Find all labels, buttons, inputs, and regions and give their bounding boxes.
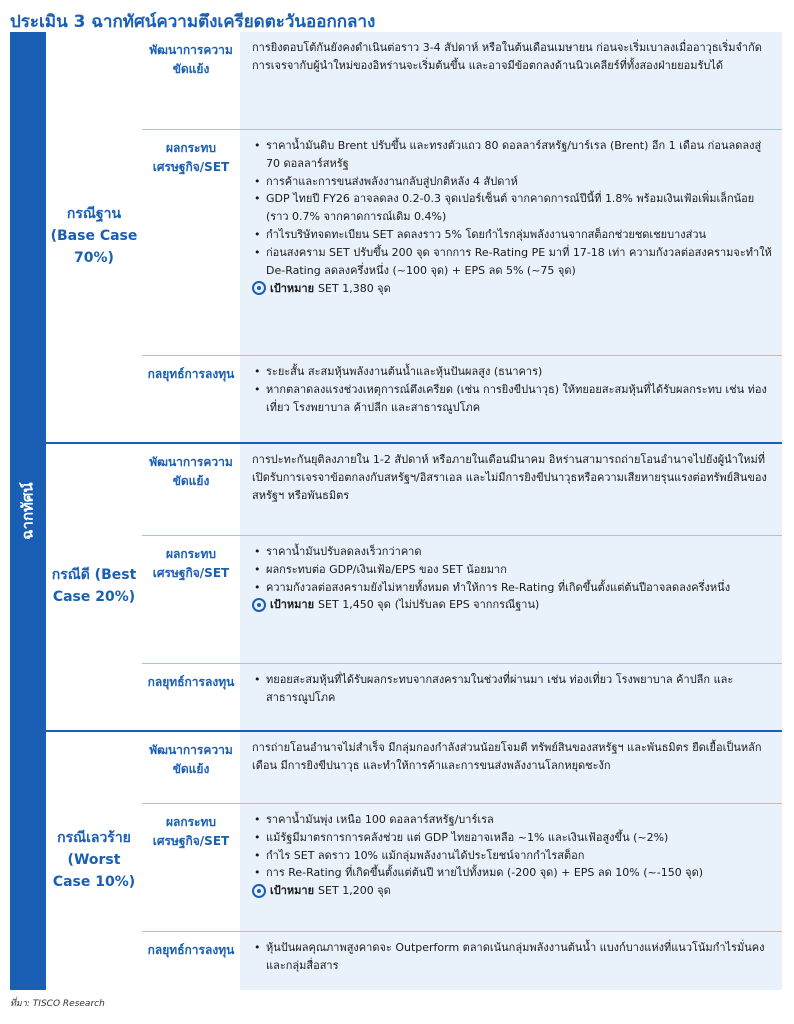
target-icon — [252, 884, 266, 898]
list-item: • ผลกระทบต่อ GDP/เงินเฟ้อ/EPS ของ SET น้อยมาก — [252, 561, 772, 579]
target-value: SET 1,450 จุด — [318, 598, 391, 612]
row-impact — [142, 130, 782, 356]
case-label: กรณีฐาน (Base Case 70%) — [46, 32, 142, 442]
target-label: เป้าหมาย — [270, 884, 315, 898]
side-label: ฉากทัศน์ — [19, 482, 38, 540]
scenario-table — [10, 32, 782, 990]
list-item: • แม้รัฐมีมาตรการการคลังช่วย แต่ GDP ไทยอาจเหลือ ~1% และเงินเฟ้อสูงขึ้น (~2%) — [252, 829, 772, 847]
side-label-bar — [10, 32, 46, 990]
case-worst — [46, 732, 782, 990]
development-text: การปะทะกันยุติลงภายใน 1-2 สัปดาห์ หรือภายในเดือนมีนาคม อิหร่านสามารถถ่ายโอนอำนาจไปยังผู้นำใหม่ที่เปิดรับการเจรจาข้อตกลงกับสหรัฐฯ/อิสราเอล และไม่มีการยิงขีปนาวุธหรือความเสียหายรุนแรงต่อทรัพย์สินของสหรัฐฯ หรือพันธมิตร — [252, 453, 767, 502]
row-development — [142, 32, 782, 130]
target-value: SET 1,380 จุด — [318, 281, 391, 295]
list-item: • กำไร SET ลดราว 10% แม้กลุ่มพลังงานได้ประโยชน์จากกำไรสต็อก — [252, 847, 772, 865]
row-strategy — [142, 932, 782, 990]
row-label-strategy: กลยุทธ์การลงทุน — [142, 664, 240, 730]
list-item: • ระยะสั้น สะสมหุ้นพลังงานต้นน้ำและหุ้นปันผลสูง (ธนาคาร) — [252, 363, 772, 381]
row-impact — [142, 536, 782, 664]
row-label-impact: ผลกระทบเศรษฐกิจ/SET — [142, 536, 240, 663]
target-line — [252, 596, 772, 614]
list-item: • หากตลาดลงแรงช่วงเหตุการณ์ตึงเครียด (เช่น การยิงขีปนาวุธ) ให้ทยอยสะสมหุ้นที่ได้รับผลกระทบ เช่น ท่องเที่ยว โรงพยาบาล ค้าปลีก และสาธารณูปโภค — [252, 381, 772, 417]
target-note: (ไม่ปรับลด EPS จากกรณีฐาน) — [394, 598, 540, 612]
target-label: เป้าหมาย — [270, 598, 315, 612]
list-item: • ทยอยสะสมหุ้นที่ได้รับผลกระทบจากสงครามในช่วงที่ผ่านมา เช่น ท่องเที่ยว โรงพยาบาล ค้าปลีก และสาธารณูปโภค — [252, 671, 772, 707]
list-item: • ราคาน้ำมันดิบ Brent ปรับขึ้น และทรงตัวแถว 80 ดอลลาร์สหรัฐ/บาร์เรล (Brent) อีก 1 เดือน ก่อนลดลงสู่ 70 ดอลลาร์สหรัฐ — [252, 137, 772, 173]
row-label-impact: ผลกระทบเศรษฐกิจ/SET — [142, 130, 240, 355]
list-item: • ก่อนสงคราม SET ปรับขึ้น 200 จุด จากการ Re-Rating PE มาที่ 17-18 เท่า ความกังวลต่อสงครามจะทำให้ De-Rating ลดลงครึ่งหนึ่ง (~100 จุด) + EPS ลด 5% (~75 จุด) — [252, 244, 772, 280]
target-line — [252, 280, 772, 298]
development-text: การยิงตอบโต้กันยังคงดำเนินต่อราว 3-4 สัปดาห์ หรือในต้นเดือนเมษายน ก่อนจะเริ่มเบาลงเมื่ออาวุธเริ่มจำกัด การเจรจากับผู้นำใหม่ของอิหร่านจะเริ่มต้นขึ้น และอาจมีข้อตกลงด้านนิวเคลียร์ที่ทั้งสองฝ่ายยอมรับได้ — [252, 41, 762, 72]
row-label-development: พัฒนาการความขัดแย้ง — [142, 32, 240, 129]
row-label-development: พัฒนาการความขัดแย้ง — [142, 444, 240, 535]
row-development — [142, 444, 782, 536]
case-label: กรณีเลวร้าย (Worst Case 10%) — [46, 732, 142, 990]
row-strategy — [142, 356, 782, 442]
row-label-development: พัฒนาการความขัดแย้ง — [142, 732, 240, 803]
list-item: • การค้าและการขนส่งพลังงานกลับสู่ปกติหลัง 4 สัปดาห์ — [252, 173, 772, 191]
cases-container — [46, 32, 782, 990]
target-icon — [252, 281, 266, 295]
development-text: การถ่ายโอนอำนาจไม่สำเร็จ มีกลุ่มกองกำลังส่วนน้อยโจมตี ทรัพย์สินของสหรัฐฯ และพันธมิตร ยืดเยื้อเป็นหลักเดือน มีการยิงขีปนาวุธ และทำให้การค้าและการขนส่งพลังงานโลกหยุดชะงัก — [252, 741, 762, 772]
list-item: • หุ้นปันผลคุณภาพสูงคาดจะ Outperform ตลาดเน้นกลุ่มพลังงานต้นน้ำ แบงก์บางแห่งที่แนวโน้มกำไรมั่นคง และกลุ่มสื่อสาร — [252, 939, 772, 975]
list-item: • ราคาน้ำมันปรับลดลงเร็วกว่าคาด — [252, 543, 772, 561]
target-label: เป้าหมาย — [270, 281, 315, 295]
target-icon — [252, 598, 266, 612]
case-label: กรณีดี (Best Case 20%) — [46, 444, 142, 730]
row-label-strategy: กลยุทธ์การลงทุน — [142, 932, 240, 990]
target-line — [252, 882, 772, 900]
page-title: ประเมิน 3 ฉากทัศน์ความตึงเครียดตะวันออกกลาง — [10, 12, 376, 32]
list-item: • กำไรบริษัทจดทะเบียน SET ลดลงราว 5% โดยกำไรกลุ่มพลังงานจากสต็อกช่วยชดเชยบางส่วน — [252, 226, 772, 244]
case-base — [46, 32, 782, 444]
list-item: • GDP ไทยปี FY26 อาจลดลง 0.2-0.3 จุดเปอร์เซ็นต์ จากคาดการณ์ปีนี้ที่ 1.8% พร้อมเงินเฟ้อเพิ่มเล็กน้อย (ราว 0.7% จากคาดการณ์เดิม 0.4%) — [252, 190, 772, 226]
list-item: • ราคาน้ำมันพุ่ง เหนือ 100 ดอลลาร์สหรัฐ/บาร์เรล — [252, 811, 772, 829]
row-development — [142, 732, 782, 804]
source-note: ที่มา: TISCO Research — [10, 999, 105, 1009]
list-item: • การ Re-Rating ที่เกิดขึ้นตั้งแต่ต้นปี หายไปทั้งหมด (-200 จุด) + EPS ลด 10% (~-150 จุด) — [252, 864, 772, 882]
row-strategy — [142, 664, 782, 730]
row-label-strategy: กลยุทธ์การลงทุน — [142, 356, 240, 442]
case-best — [46, 444, 782, 732]
target-value: SET 1,200 จุด — [318, 884, 391, 898]
row-impact — [142, 804, 782, 932]
list-item: • ความกังวลต่อสงครามยังไม่หายทั้งหมด ทำให้การ Re-Rating ที่เกิดขึ้นตั้งแต่ต้นปีอาจลดลงครึ่งหนึ่ง — [252, 579, 772, 597]
row-label-impact: ผลกระทบเศรษฐกิจ/SET — [142, 804, 240, 931]
